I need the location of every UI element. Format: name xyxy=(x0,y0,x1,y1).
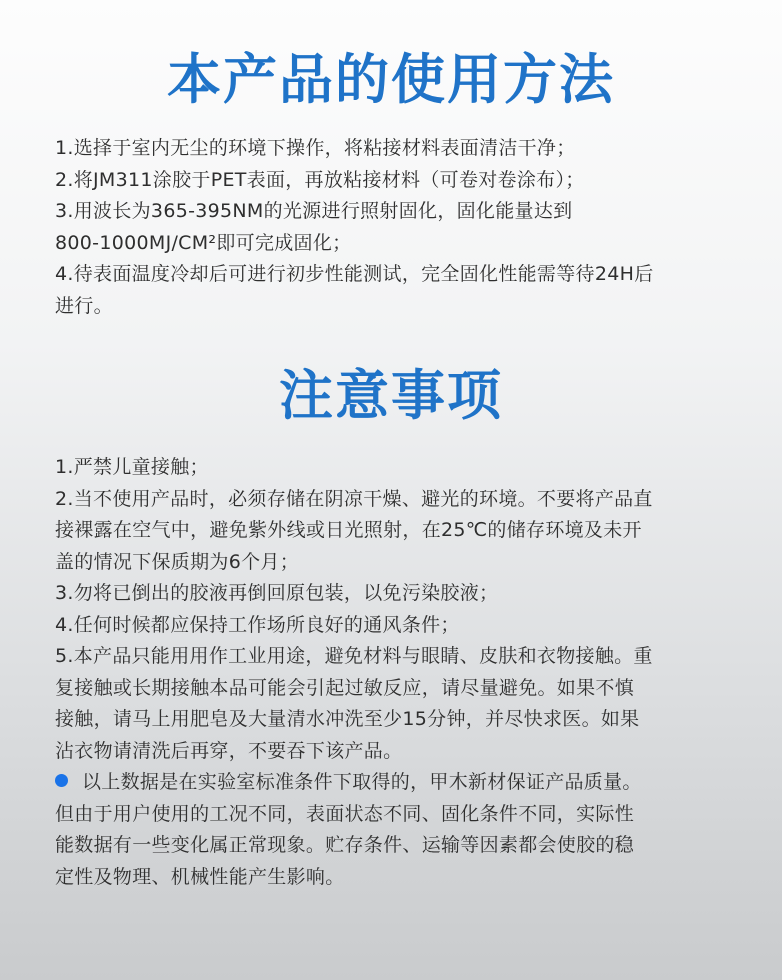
note-line: 接裸露在空气中，避免紫外线或日光照射，在25℃的储存环境及未开 xyxy=(55,519,642,541)
disclaimer-line: 但由于用户使用的工况不同，表面状态不同、固化条件不同，实际性 xyxy=(55,802,635,825)
usage-line: 3.用波长为365-395NM的光源进行照射固化，固化能量达到 xyxy=(55,200,573,222)
note-line: 1.严禁儿童接触； xyxy=(55,456,209,478)
note-line: 沾衣物请清洗后再穿，不要吞下该产品。 xyxy=(55,739,403,762)
blue-dot-bullet-icon xyxy=(55,774,68,787)
note-line: 5.本产品只能用用作工业用途，避免材料与眼睛、皮肤和衣物接触。重 xyxy=(55,645,653,667)
note-line: 2.当不使用产品时，必须存储在阴凉干燥、避光的环境。不要将产品直 xyxy=(55,487,653,510)
note-line: 复接触或长期接触本品可能会引起过敏反应，请尽量避免。如果不慎 xyxy=(55,676,635,699)
disclaimer-line xyxy=(55,767,755,799)
usage-instructions xyxy=(55,133,755,322)
note-line: 4.任何时候都应保持工作场所良好的通风条件； xyxy=(55,613,460,636)
note-line: 盖的情况下保质期为6个月； xyxy=(55,550,299,573)
precautions-list xyxy=(55,452,755,893)
usage-section-title: 本产品的使用方法 xyxy=(167,48,615,111)
disclaimer-line: 定性及物理、机械性能产生影响。 xyxy=(55,865,345,888)
usage-line: 2.将JM311涂胶于PET表面，再放粘接材料（可卷对卷涂布）； xyxy=(55,168,585,191)
usage-line: 进行。 xyxy=(55,294,113,317)
usage-line: 4.待表面温度冷却后可进行初步性能测试，完全固化性能需等待24H后 xyxy=(55,263,654,285)
note-line: 接触，请马上用肥皂及大量清水冲洗至少15分钟，并尽快求医。如果 xyxy=(55,708,640,730)
usage-line: 800-1000MJ/CM²即可完成固化； xyxy=(55,231,352,254)
notes-section-title: 注意事项 xyxy=(279,364,503,427)
note-line: 3.勿将已倒出的胶液再倒回原包装，以免污染胶液； xyxy=(55,582,499,604)
usage-line: 1.选择于室内无尘的环境下操作，将粘接材料表面清洁干净； xyxy=(55,137,576,159)
disclaimer-text: 以上数据是在实验室标准条件下取得的，甲木新材保证产品质量。 xyxy=(82,771,642,793)
disclaimer-line: 能数据有一些变化属正常现象。贮存条件、运输等因素都会使胶的稳 xyxy=(55,834,635,856)
